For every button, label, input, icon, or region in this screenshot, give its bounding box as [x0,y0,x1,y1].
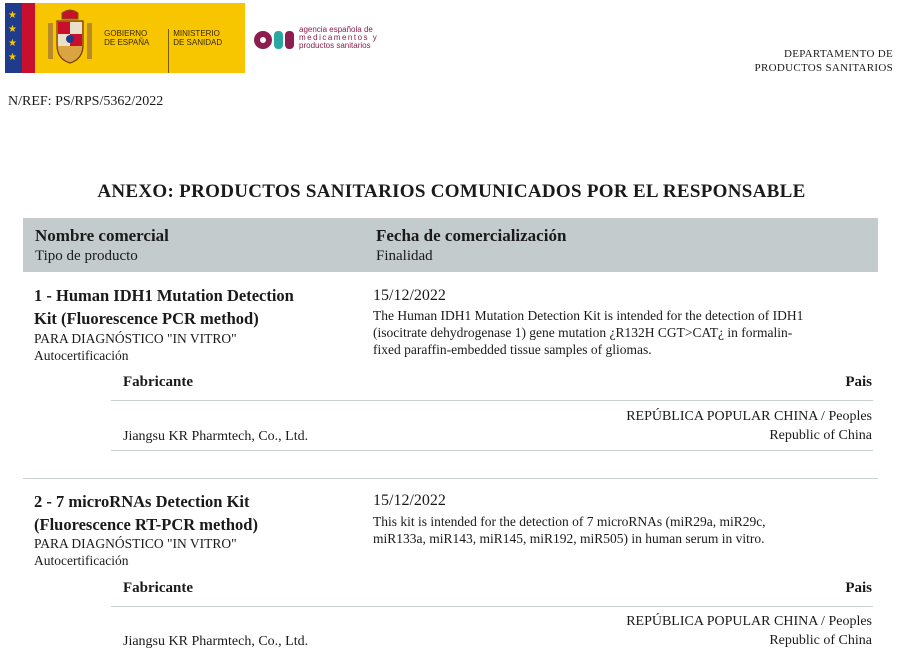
coat-of-arms-icon [42,7,98,69]
product-certification: Autocertificación [34,348,129,363]
reference-number: N/REF: PS/RPS/5362/2022 [8,94,164,109]
country-line1: REPÚBLICA POPULAR CHINA / Peoples [626,409,872,424]
min-line2: DE SANIDAD [173,38,223,47]
country-header: Pais [845,374,872,390]
commercialization-date: 15/12/2022 [373,492,446,509]
country-line1: REPÚBLICA POPULAR CHINA / Peoples [626,614,872,629]
purpose-line2: miR133a, miR143, miR145, miR192, miR505) in human serum in vitro. [373,531,765,546]
manufacturer-name: Jiangsu KR Pharmtech, Co., Ltd. [123,634,309,649]
purpose-line3: fixed paraffin-embedded tissue samples of gliomas. [373,342,652,357]
country-header: Pais [845,580,872,596]
manufacturer-header: Fabricante [123,580,193,596]
product-name-line2: Kit (Fluorescence PCR method) [34,309,259,328]
aemps-icon [253,25,295,51]
dept-line1: DEPARTAMENTO DE [784,48,893,60]
col-tipo-header: Tipo de producto [35,248,138,264]
dept-line2: PRODUCTOS SANITARIOS [754,62,893,74]
product-type: PARA DIAGNÓSTICO "IN VITRO" [34,536,237,551]
purpose-line1: This kit is intended for the detection of 7 microRNAs (miR29a, miR29c, [373,514,766,529]
gov-line2: DE ESPAÑA [104,38,150,47]
product-type: PARA DIAGNÓSTICO "IN VITRO" [34,331,237,346]
divider [111,450,873,451]
gobierno-logo [5,3,245,73]
purpose-line1: The Human IDH1 Mutation Detection Kit is intended for the detection of IDH1 [373,308,804,323]
ministerio-text [168,29,245,73]
country-line2: Republic of China [769,633,872,648]
agency-line3: productos sanitarios [299,41,371,50]
eu-flag-icon: ★ ★ ★ ★ [5,3,34,73]
divider [111,400,873,401]
col-fecha-header: Fecha de comercialización [376,226,567,245]
col-nombre-header: Nombre comercial [35,226,169,245]
divider [111,606,873,607]
country-line2: Republic of China [769,428,872,443]
agency-line2: medicamentos y [299,33,379,42]
entry-separator [23,478,878,479]
page-title: ANEXO: PRODUCTOS SANITARIOS COMUNICADOS POR EL RESPONSABLE [97,181,806,202]
product-name-line1: 2 - 7 microRNAs Detection Kit [34,492,250,511]
gobierno-text [104,29,166,73]
product-name-line2: (Fluorescence RT-PCR method) [34,515,258,534]
aemps-logo [253,25,378,51]
product-certification: Autocertificación [34,553,129,568]
department-label [755,47,893,75]
min-line1: MINISTERIO [173,29,220,38]
manufacturer-name: Jiangsu KR Pharmtech, Co., Ltd. [123,429,309,444]
table-header [23,218,878,272]
commercialization-date: 15/12/2022 [373,287,446,304]
col-finalidad-header: Finalidad [376,248,433,264]
agency-line1: agencia española de [299,25,373,34]
manufacturer-header: Fabricante [123,374,193,390]
gov-line1: GOBIERNO [104,29,148,38]
product-name-line1: 1 - Human IDH1 Mutation Detection [34,286,294,305]
purpose-line2: (isocitrate dehydrogenase 1) gene mutation ¿R132H CGT>CAT¿ in formalin- [373,325,793,340]
